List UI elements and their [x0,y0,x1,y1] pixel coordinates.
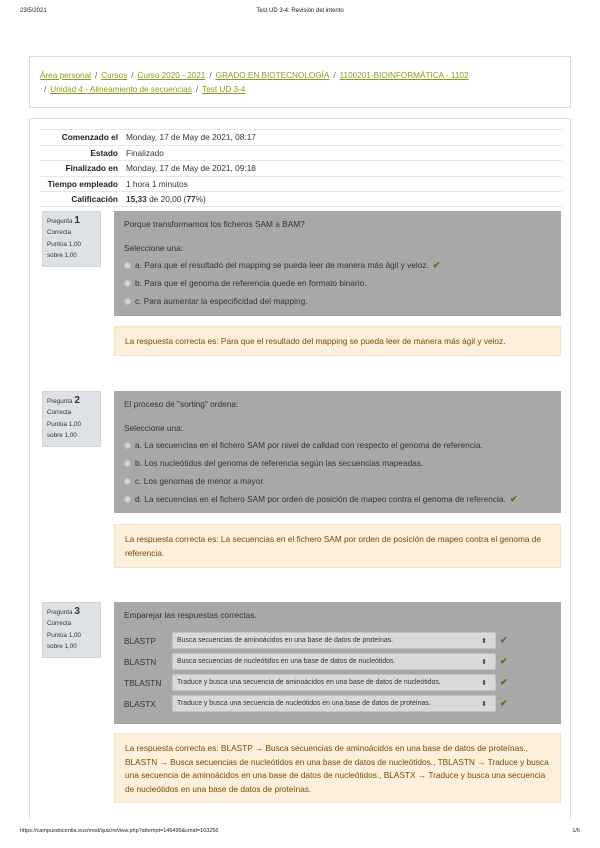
check-icon: ✔ [500,677,508,687]
select-arrows-icon: ⬍ [481,658,487,666]
question-points: Puntúa 1,00 sobre 1,00 [47,421,81,439]
summary-value: Monday, 17 de May de 2021, 08:17 [126,132,256,142]
select-arrows-icon: ⬍ [481,700,487,708]
radio-button[interactable] [124,460,131,467]
breadcrumb-link-area-personal[interactable]: Área personal [40,71,91,80]
question-points: Puntúa 1,00 sobre 1,00 [47,632,81,650]
check-icon: ✔ [500,635,508,645]
question-info-3 [42,602,101,658]
summary-label: Finalizado en [65,163,118,173]
radio-button[interactable] [124,280,131,287]
question-feedback-1: La respuesta correcta es: Para que el resultado del mapping se pueda leer de manera más ágil y veloz. [114,326,561,356]
match-select-blastx[interactable]: Traduce y busca una secuencia de nucleótidos en una base de datos de proteínas. ⬍ [172,695,496,712]
print-footer [20,828,580,838]
summary-row-state [40,145,562,161]
select-one-label: Seleccione una: [124,243,184,253]
answer-option-c[interactable]: c. Para aumentar la especificidad del mapping. [124,292,551,310]
answer-option-c[interactable]: c. Los genomas de menor a mayor. [124,472,551,490]
answer-option-b[interactable]: b. Para que el genoma de referencia quede en formato binario. [124,274,551,292]
print-url: https://campusdocentia.eus/mod/quiz/review.php?attempt=146495&cmid=163256 [20,828,219,834]
grade-rest: de 20,00 ( [146,194,187,204]
question-number: Pregunta 2 [47,395,80,406]
select-arrows-icon: ⬍ [481,679,487,687]
summary-value: Finalizado [126,147,164,158]
print-title: Test UD 3-4: Revisión del intento [256,8,344,14]
answer-option-a[interactable]: a. La secuencias en el fichero SAM por nivel de calidad con respecto el genoma de referencia. [124,436,551,454]
match-row-blastn [124,651,551,672]
check-icon: ✔ [500,656,508,666]
breadcrumb-separator: / [94,71,98,80]
match-term: TBLASTN [124,677,162,688]
breadcrumb-separator: / [131,71,134,80]
question-info-2 [42,391,101,447]
breadcrumb-link-grado-biotecnologia[interactable]: GRADO EN BIOTECNOLOGÍA [215,71,330,80]
match-select-tblastn[interactable]: Traduce y busca una secuencia de aminoácidos en una base de datos de nucleótidos. ⬍ [172,674,496,691]
summary-row-time [40,176,562,192]
question-number: Pregunta 1 [47,215,80,226]
match-select-blastp[interactable]: Busca secuencias de aminoácidos en una base de datos de proteínas. ⬍ [172,632,496,649]
summary-value: Monday, 17 de May de 2021, 09:18 [126,163,256,173]
match-row-blastp [124,630,551,651]
match-row-blastx [124,693,551,714]
check-icon: ✔ [509,493,518,504]
print-date: 23/5/2021 [20,8,47,14]
summary-row-started [40,129,562,145]
question-text-2 [114,391,561,513]
question-points: Puntúa 1,00 sobre 1,00 [47,241,81,259]
print-page-number: 1/6 [572,828,580,834]
select-one-label: Seleccione una: [124,423,184,433]
attempt-summary-table [40,129,562,207]
breadcrumb-link-unidad-4[interactable]: Unidad 4 - Alineamiento de secuencias [50,85,192,94]
answer-option-d[interactable]: d. La secuencias en el fichero SAM por orden de posición de mapeo contra el genoma de referencia. ✔ [124,490,551,508]
breadcrumb-link-cursos[interactable]: Cursos [101,71,128,80]
grade-percent: 77 [186,194,196,204]
question-status: Correcta [47,228,72,236]
question-status: Correcta [47,619,72,627]
question-prompt: Porque transformamos los ficheros SAM a BAM? [124,219,305,229]
question-prompt: El proceso de "sorting" ordena: [124,399,239,409]
breadcrumb-separator: / [44,85,47,94]
summary-row-grade [40,191,562,207]
print-header [20,8,580,18]
summary-label: Calificación [71,194,118,204]
question-status: Correcta [47,408,72,416]
match-term: BLASTP [124,635,156,646]
radio-button[interactable] [124,262,131,269]
summary-label: Comenzado el [61,132,118,142]
breadcrumb-separator: / [209,71,212,80]
match-row-tblastn [124,672,551,693]
answer-option-a[interactable]: a. Para que el resultado del mapping se pueda leer de manera más ágil y veloz. ✔ [124,256,551,274]
check-icon: ✔ [432,259,441,270]
question-text-1 [114,211,561,316]
radio-button[interactable] [124,442,131,449]
question-info-1 [42,211,101,267]
breadcrumb [29,56,571,108]
breadcrumb-link-test-ud-3-4[interactable]: Test UD 3-4 [202,85,246,94]
breadcrumb-link-bioinformatica[interactable]: 1100201-BIOINFORMÁTICA - 1102 [339,71,469,80]
summary-label: Tiempo empleado [47,178,118,189]
summary-value-grade [124,192,206,206]
summary-label: Estado [90,147,118,158]
summary-value: 1 hora 1 minutos [126,178,188,189]
match-term: BLASTX [124,698,156,709]
quiz-review-region [29,118,571,818]
radio-button[interactable] [124,478,131,485]
match-term: BLASTN [124,656,157,667]
check-icon: ✔ [500,698,508,708]
grade-score: 15,33 [126,194,147,204]
radio-button[interactable] [124,298,131,305]
breadcrumb-separator: / [195,85,199,94]
select-arrows-icon: ⬍ [481,637,487,645]
grade-end: %) [195,194,206,204]
answer-option-b[interactable]: b. Los nucleótidos del genoma de referencia según las secuencias mapeadas. [124,454,551,472]
breadcrumb-separator: / [333,71,336,80]
breadcrumb-link-curso-2020-2021[interactable]: Curso 2020 - 2021 [137,71,206,80]
question-feedback-3: La respuesta correcta es: BLASTP → Busca secuencias de aminoácidos en una base de datos de proteínas., BLASTN → Busca secuencias de nucleótidos en una base de datos de nucleótidos., TBLASTN → Traduce y busca una secuencia de aminoácidos en una base de datos de nucleótidos., BLASTX → Traduce y busca una secuencia de nucleótidos en una base de datos de proteínas. [114,733,561,803]
match-select-blastn[interactable]: Busca secuencias de nucleótidos en una base de datos de nucleótidos. ⬍ [172,653,496,670]
question-number: Pregunta 3 [47,606,80,617]
radio-button[interactable] [124,496,131,503]
question-prompt: Emparejar las respuestas correctas. [124,610,257,620]
question-feedback-2: La respuesta correcta es: La secuencias en el fichero SAM por orden de posición de mapeo contra el genoma de referencia. [114,524,561,568]
question-text-3 [114,602,561,724]
summary-row-finished [40,160,562,176]
